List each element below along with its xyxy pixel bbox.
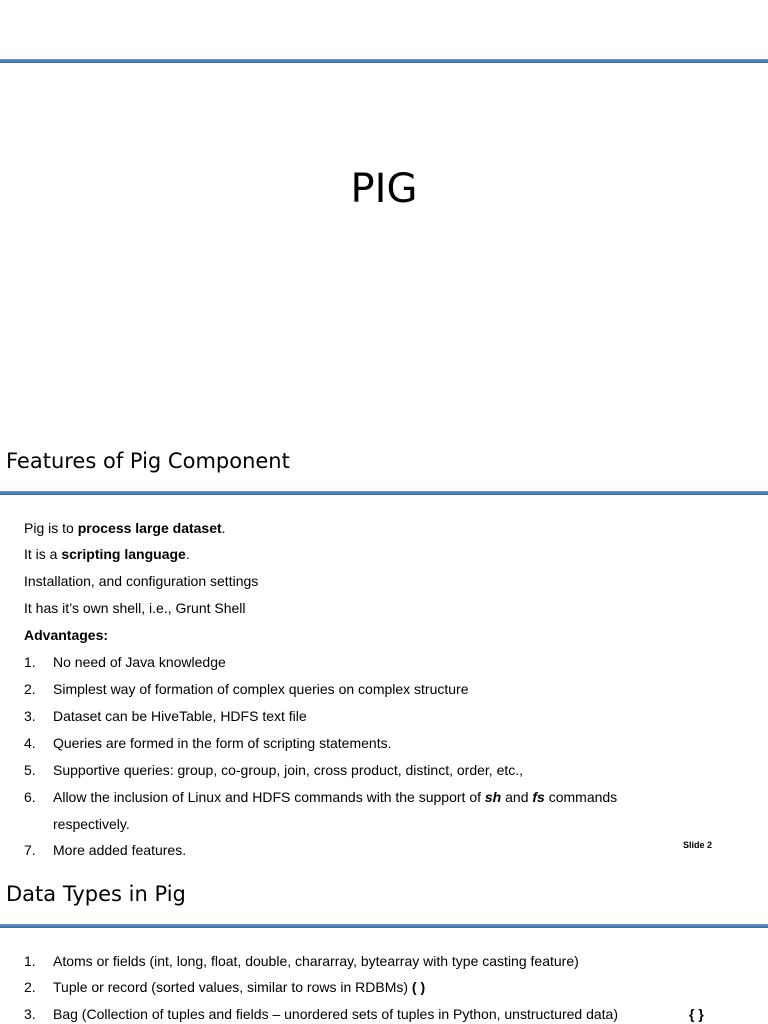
list-item: Queries are formed in the form of scripting statements. [53, 735, 392, 751]
list-item: Supportive queries: group, co-group, join, cross product, distinct, order, etc., [53, 762, 524, 778]
slide3-rule [0, 924, 768, 928]
list-item-number: 3. [24, 708, 36, 724]
slide3-title: Data Types in Pig [6, 882, 186, 906]
list-item-number: 5. [24, 762, 36, 778]
list-item: No need of Java knowledge [53, 654, 226, 670]
list-item: Simplest way of formation of complex queries on complex structure [53, 681, 469, 697]
feature-line-3: Installation, and configuration settings [24, 573, 259, 589]
list-item-number: 7. [24, 842, 36, 858]
feature-line-2: It is a scripting language. [24, 546, 190, 562]
list-item-number: 2. [24, 979, 36, 995]
list-item: Dataset can be HiveTable, HDFS text file [53, 708, 307, 724]
list-item: Atoms or fields (int, long, float, double, chararray, bytearray with type casting feature) [53, 953, 579, 969]
slide1-top-rule [0, 59, 768, 63]
parentheses-symbol: ( ) [411, 979, 426, 995]
feature-line-1: Pig is to process large dataset. [24, 520, 226, 536]
advantages-label: Advantages: [24, 627, 109, 643]
list-item-number: 3. [24, 1006, 36, 1022]
list-item: Tuple or record (sorted values, similar to rows in RDBMs) ( ) [53, 979, 426, 995]
slide1-title: PIG [350, 166, 418, 212]
list-item-number: 4. [24, 735, 36, 751]
list-item-number: 1. [24, 654, 36, 670]
slide2-title: Features of Pig Component [6, 449, 290, 473]
list-item: Allow the inclusion of Linux and HDFS commands with the support of sh and fs commands [53, 789, 618, 805]
list-item-number: 6. [24, 789, 36, 805]
braces-symbol: { } [689, 1006, 704, 1022]
slide2-rule [0, 491, 768, 495]
list-item-number: 2. [24, 681, 36, 697]
list-item-continuation: respectively. [53, 816, 130, 832]
feature-line-4: It has it’s own shell, i.e., Grunt Shell [24, 600, 246, 616]
list-item-number: 1. [24, 953, 36, 969]
list-item: More added features. [53, 842, 187, 858]
list-item: Bag (Collection of tuples and fields – unordered sets of tuples in Python, unstructured data) [53, 1006, 619, 1022]
slide-number: Slide 2 [683, 840, 713, 850]
